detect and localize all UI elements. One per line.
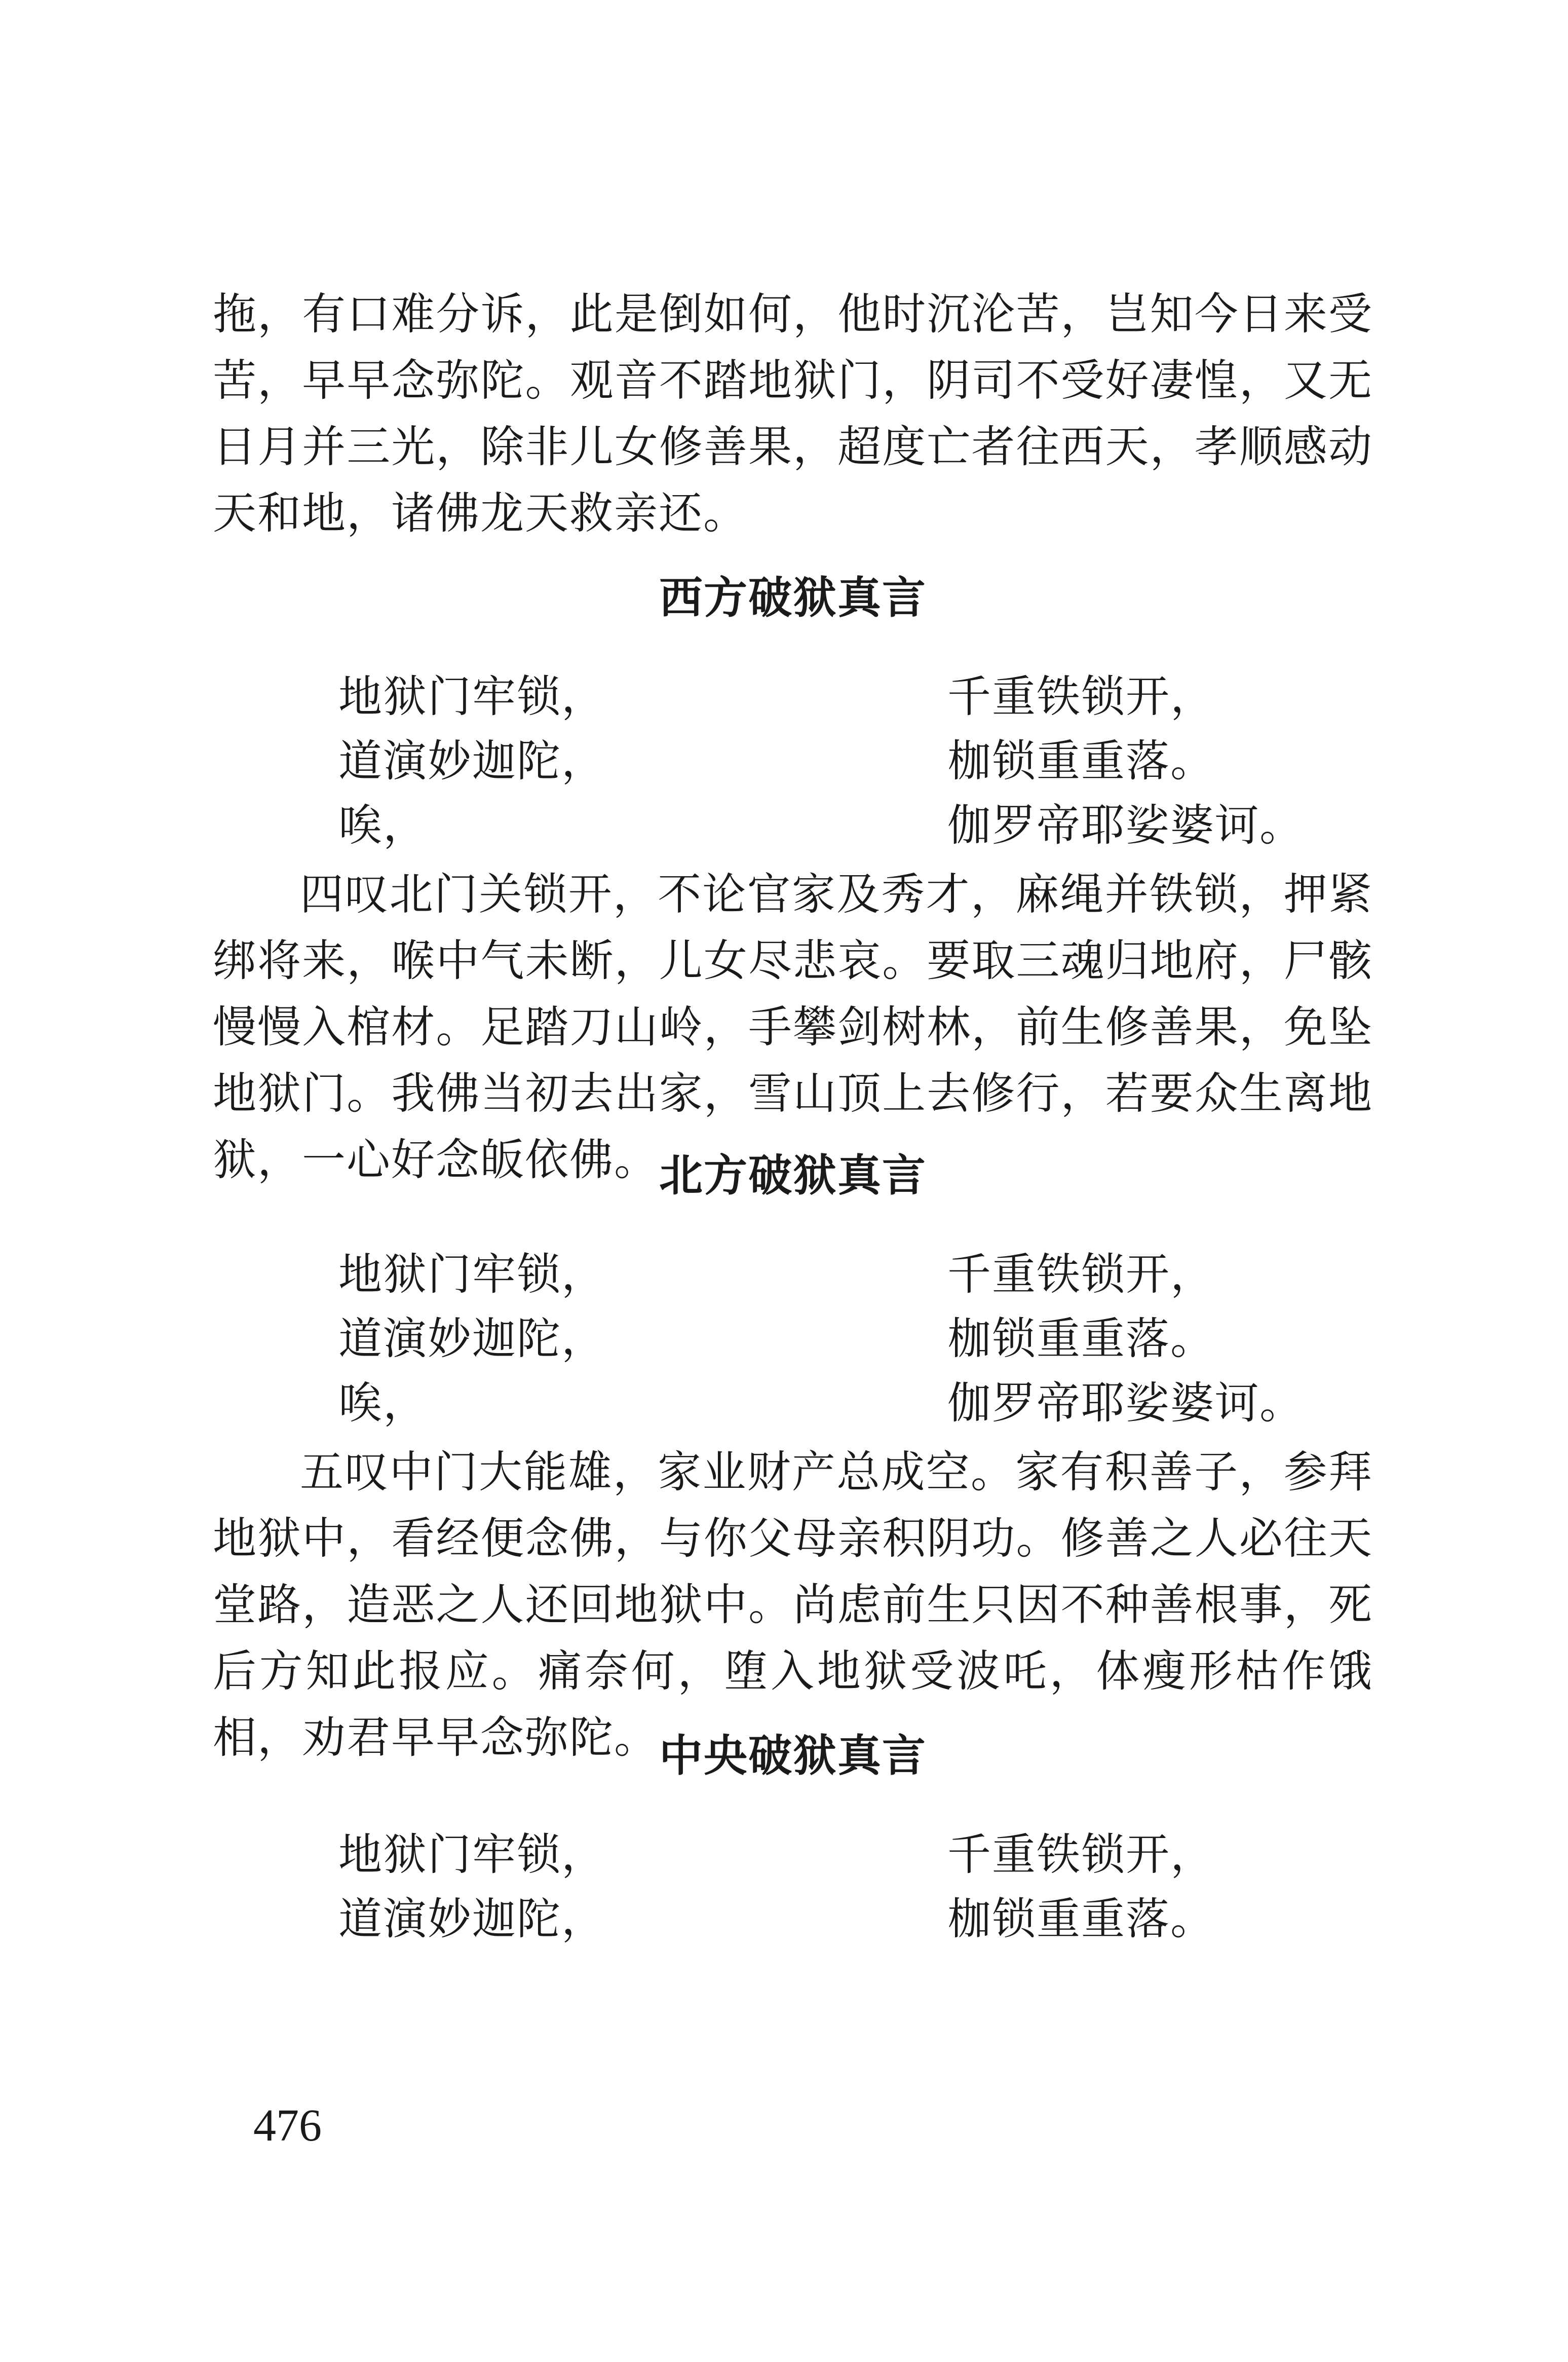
mantra-line bbox=[0, 1373, 1568, 1434]
mantra-line-right: 千重铁锁开， bbox=[947, 671, 1215, 722]
mantra-line-left: 地狱门牢锁， bbox=[338, 1249, 606, 1300]
page-number: 476 bbox=[253, 2101, 322, 2151]
mantra-line bbox=[0, 1244, 1568, 1305]
mantra-line bbox=[0, 1824, 1568, 1885]
mantra-line bbox=[0, 666, 1568, 727]
mantra-line-left: 唉， bbox=[338, 1378, 428, 1429]
mantra-line-left: 地狱门牢锁， bbox=[338, 1829, 606, 1880]
mantra-line-left: 唉， bbox=[338, 800, 428, 851]
mantra-line-left: 道演妙迦陀， bbox=[338, 1894, 606, 1944]
mantra-line bbox=[0, 1308, 1568, 1369]
mantra-title-west: 西方破狱真言 bbox=[659, 572, 927, 623]
mantra-line-left: 道演妙迦陀， bbox=[338, 1314, 606, 1364]
mantra-title-north: 北方破狱真言 bbox=[659, 1150, 927, 1201]
mantra-line-left: 地狱门牢锁， bbox=[338, 671, 606, 722]
mantra-line-left: 道演妙迦陀， bbox=[338, 736, 606, 786]
mantra-line-right: 千重铁锁开， bbox=[947, 1249, 1215, 1300]
paragraph-3: 五叹中门大能雄，家业财产总成空。家有积善子，参拜地狱中，看经便念佛，与你父母亲积阴功。修善之人必往天堂路，造恶之人还回地狱中。尚虑前生只因不种善根事，死后方知此报应。痛奈何，堕入地狱受波吒，体瘦形枯作饿相，劝君早早念弥陀。 bbox=[213, 1447, 1373, 1763]
paragraph-1: 拖，有口难分诉，此是倒如何，他时沉沦苦，岂知今日来受苦，早早念弥陀。观音不踏地狱门，阴司不受好凄惶，又无日月并三光，除非儿女修善果，超度亡者往西天，孝顺感动天和地，诸佛龙天救亲还。 bbox=[213, 289, 1373, 539]
mantra-line-right: 伽罗帝耶娑婆诃。 bbox=[947, 800, 1304, 851]
paragraph-2: 四叹北门关锁开，不论官家及秀才，麻绳并铁锁，押紧绑将来，喉中气未断，儿女尽悲哀。要取三魂归地府，尸骸慢慢入棺材。足踏刀山岭，手攀剑树林，前生修善果，免坠地狱门。我佛当初去出家，雪山顶上去修行，若要众生离地狱，一心好念皈依佛。 bbox=[213, 869, 1373, 1185]
mantra-line-right: 枷锁重重落。 bbox=[947, 1894, 1215, 1944]
mantra-line bbox=[0, 795, 1568, 856]
mantra-line-right: 伽罗帝耶娑婆诃。 bbox=[947, 1378, 1304, 1429]
mantra-line-right: 枷锁重重落。 bbox=[947, 1314, 1215, 1364]
mantra-line bbox=[0, 731, 1568, 792]
mantra-line-right: 枷锁重重落。 bbox=[947, 736, 1215, 786]
mantra-line bbox=[0, 1889, 1568, 1949]
mantra-title-center: 中央破狱真言 bbox=[659, 1730, 927, 1781]
mantra-line-right: 千重铁锁开， bbox=[947, 1829, 1215, 1880]
